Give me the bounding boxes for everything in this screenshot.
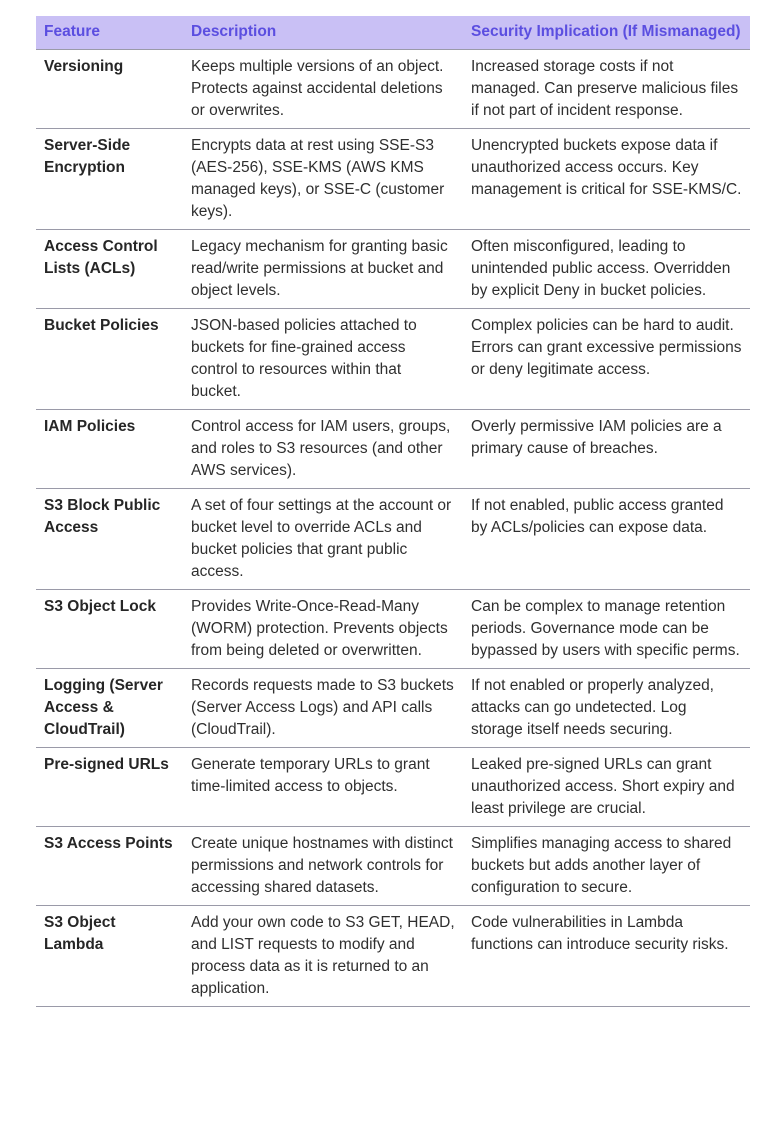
table-header bbox=[36, 16, 750, 50]
header-feature: Feature bbox=[36, 16, 183, 50]
implication-cell: If not enabled, public access granted by ACLs/policies can expose data. bbox=[463, 489, 750, 590]
table-row bbox=[36, 906, 750, 1007]
implication-cell: Leaked pre-signed URLs can grant unauthorized access. Short expiry and least privilege are crucial. bbox=[463, 748, 750, 827]
description-cell: Create unique hostnames with distinct permissions and network controls for accessing shared datasets. bbox=[183, 827, 463, 906]
feature-cell: S3 Access Points bbox=[36, 827, 183, 906]
feature-cell: S3 Object Lock bbox=[36, 590, 183, 669]
implication-cell: Simplifies managing access to shared buckets but adds another layer of configuration to secure. bbox=[463, 827, 750, 906]
description-cell: JSON-based policies attached to buckets for fine-grained access control to resources within that bucket. bbox=[183, 309, 463, 410]
table-row bbox=[36, 50, 750, 129]
s3-features-table-container bbox=[36, 16, 750, 1007]
table-body bbox=[36, 50, 750, 1007]
table-row bbox=[36, 669, 750, 748]
implication-cell: Increased storage costs if not managed. Can preserve malicious files if not part of incident response. bbox=[463, 50, 750, 129]
table-row bbox=[36, 309, 750, 410]
description-cell: Add your own code to S3 GET, HEAD, and LIST requests to modify and process data as it is returned to an application. bbox=[183, 906, 463, 1007]
implication-cell: Overly permissive IAM policies are a primary cause of breaches. bbox=[463, 410, 750, 489]
implication-cell: Can be complex to manage retention periods. Governance mode can be bypassed by users with specific perms. bbox=[463, 590, 750, 669]
description-cell: Keeps multiple versions of an object. Protects against accidental deletions or overwrites. bbox=[183, 50, 463, 129]
table-row bbox=[36, 748, 750, 827]
feature-cell: Versioning bbox=[36, 50, 183, 129]
table-row bbox=[36, 129, 750, 230]
table-row bbox=[36, 590, 750, 669]
feature-cell: Access Control Lists (ACLs) bbox=[36, 230, 183, 309]
description-cell: Generate temporary URLs to grant time-limited access to objects. bbox=[183, 748, 463, 827]
implication-cell: Complex policies can be hard to audit. Errors can grant excessive permissions or deny legitimate access. bbox=[463, 309, 750, 410]
implication-cell: Unencrypted buckets expose data if unauthorized access occurs. Key management is critical for SSE-KMS/C. bbox=[463, 129, 750, 230]
header-description: Description bbox=[183, 16, 463, 50]
feature-cell: Server-Side Encryption bbox=[36, 129, 183, 230]
description-cell: A set of four settings at the account or bucket level to override ACLs and bucket policies that grant public access. bbox=[183, 489, 463, 590]
feature-cell: S3 Block Public Access bbox=[36, 489, 183, 590]
description-cell: Records requests made to S3 buckets (Server Access Logs) and API calls (CloudTrail). bbox=[183, 669, 463, 748]
feature-cell: Pre-signed URLs bbox=[36, 748, 183, 827]
description-cell: Encrypts data at rest using SSE-S3 (AES-256), SSE-KMS (AWS KMS managed keys), or SSE-C (customer keys). bbox=[183, 129, 463, 230]
description-cell: Provides Write-Once-Read-Many (WORM) protection. Prevents objects from being deleted or overwritten. bbox=[183, 590, 463, 669]
header-security-implication: Security Implication (If Mismanaged) bbox=[463, 16, 750, 50]
implication-cell: Code vulnerabilities in Lambda functions can introduce security risks. bbox=[463, 906, 750, 1007]
table-row bbox=[36, 827, 750, 906]
feature-cell: Bucket Policies bbox=[36, 309, 183, 410]
header-row bbox=[36, 16, 750, 50]
table-row bbox=[36, 410, 750, 489]
implication-cell: If not enabled or properly analyzed, attacks can go undetected. Log storage itself needs securing. bbox=[463, 669, 750, 748]
table-row bbox=[36, 489, 750, 590]
description-cell: Legacy mechanism for granting basic read/write permissions at bucket and object levels. bbox=[183, 230, 463, 309]
description-cell: Control access for IAM users, groups, and roles to S3 resources (and other AWS services). bbox=[183, 410, 463, 489]
table-row bbox=[36, 230, 750, 309]
feature-cell: IAM Policies bbox=[36, 410, 183, 489]
implication-cell: Often misconfigured, leading to unintended public access. Overridden by explicit Deny in bucket policies. bbox=[463, 230, 750, 309]
feature-cell: S3 Object Lambda bbox=[36, 906, 183, 1007]
s3-features-table bbox=[36, 16, 750, 1007]
feature-cell: Logging (Server Access & CloudTrail) bbox=[36, 669, 183, 748]
